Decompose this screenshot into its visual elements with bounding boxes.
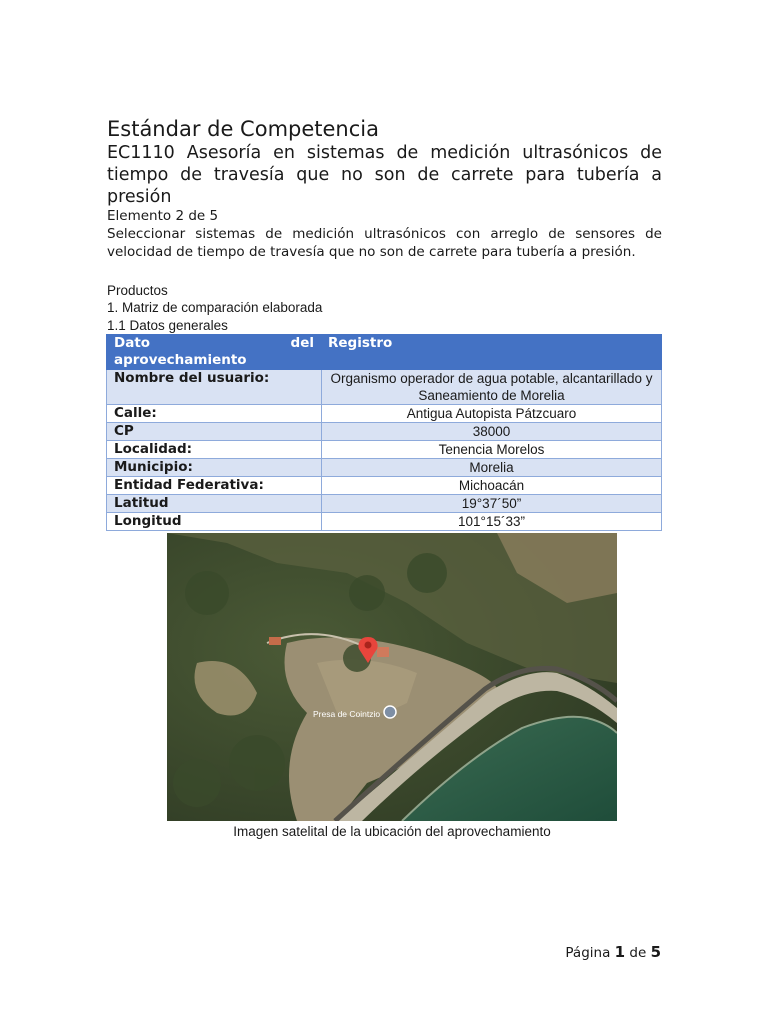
table-row <box>107 513 662 531</box>
table-row <box>107 495 662 513</box>
table-row <box>107 370 662 405</box>
image-caption: Imagen satelital de la ubicación del aprovechamiento <box>233 824 551 839</box>
table-header-word-aprovechamiento: aprovechamiento <box>114 352 247 368</box>
row-value-postal-code: 38000 <box>322 423 662 441</box>
element-description: Seleccionar sistemas de medición ultrasónicos con arreglo de sensores de velocidad de tiempo de travesía que no son de carrete para tubería a presión. <box>107 226 662 260</box>
of-word: de <box>629 945 647 961</box>
document-subtitle: EC1110 Asesoría en sistemas de medición ultrasónicos de tiempo de travesía que no son de carrete para tubería a presión <box>107 143 662 207</box>
general-data-table <box>106 334 662 531</box>
map-place-label: Presa de Cointzio <box>313 709 381 719</box>
row-label-user-name: Nombre del usuario: <box>107 370 322 405</box>
product-item-matrix: 1. Matriz de comparación elaborada <box>107 300 323 315</box>
table-row <box>107 477 662 495</box>
products-heading: Productos <box>107 283 168 298</box>
dam-icon <box>384 706 396 718</box>
table-header-word-del: del <box>290 335 314 351</box>
row-value-municipality: Morelia <box>322 459 662 477</box>
page-footer <box>565 943 661 961</box>
total-pages: 5 <box>650 943 661 961</box>
table-row <box>107 405 662 423</box>
row-value-locality: Tenencia Morelos <box>322 441 662 459</box>
element-label: Elemento 2 de 5 <box>107 208 219 224</box>
row-label-street: Calle: <box>107 405 322 423</box>
row-value-user-name: Organismo operador de agua potable, alcantarillado y Saneamiento de Morelia <box>322 370 662 405</box>
row-label-latitude: Latitud <box>107 495 322 513</box>
row-value-state: Michoacán <box>322 477 662 495</box>
row-value-street: Antigua Autopista Pátzcuaro <box>322 405 662 423</box>
page-word: Página <box>565 945 611 961</box>
row-value-longitude: 101°15´33” <box>322 513 662 531</box>
row-label-state: Entidad Federativa: <box>107 477 322 495</box>
product-subitem-general-data: 1.1 Datos generales <box>107 318 228 333</box>
row-label-postal-code: CP <box>107 423 322 441</box>
table-header-word-dato: Dato <box>114 335 151 351</box>
row-label-municipality: Municipio: <box>107 459 322 477</box>
row-label-locality: Localidad: <box>107 441 322 459</box>
table-row <box>107 441 662 459</box>
table-row <box>107 423 662 441</box>
document-title: Estándar de Competencia <box>107 117 379 141</box>
row-value-latitude: 19°37´50” <box>322 495 662 513</box>
page-number: 1 <box>614 943 626 961</box>
satellite-image <box>167 533 617 821</box>
table-header-row <box>107 335 662 370</box>
table-header-dato <box>107 335 322 370</box>
row-label-longitude: Longitud <box>107 513 322 531</box>
table-header-registro: Registro <box>322 335 662 370</box>
table-row <box>107 459 662 477</box>
